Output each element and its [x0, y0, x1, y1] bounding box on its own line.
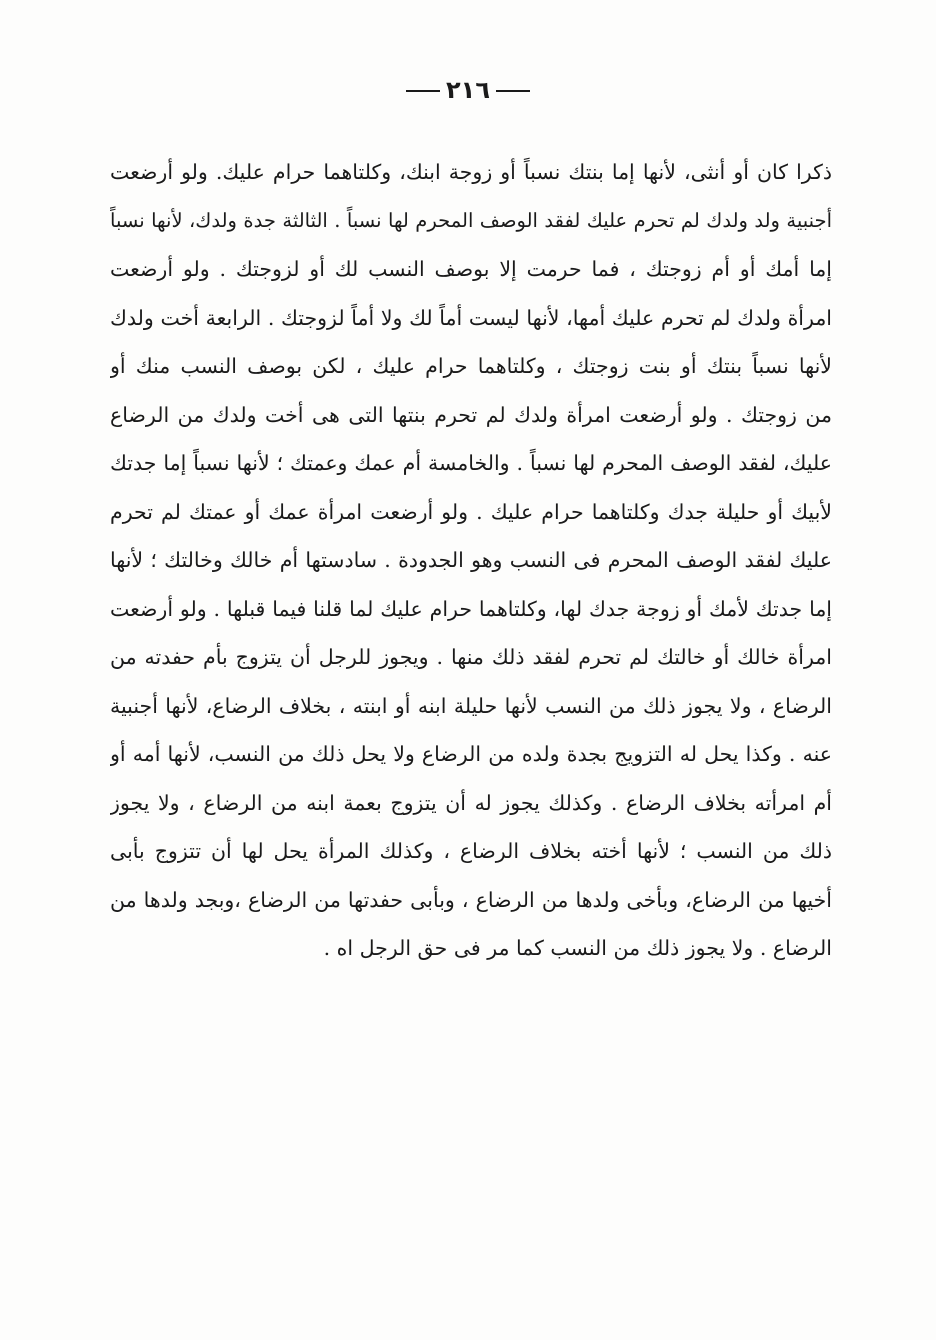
- right-dash: [406, 90, 440, 92]
- text-line: عليك لفقد الوصف المحرم فى النسب وهو الجدودة . سادستها أم خالك وخالتك ؛ لأنها: [110, 548, 832, 572]
- text-line: إما جدتك لأمك أو زوجة جدك لها، وكلتاهما حرام عليك لما قلنا فيما قبلها . ولو أرضعت: [110, 596, 832, 621]
- page-number: [0, 76, 936, 104]
- text-line: ذكرا كان أو أنثى، لأنها إما بنتك نسباً أو زوجة ابنك، وكلتاهما حرام عليك. ولو أرضعت: [110, 160, 832, 184]
- text-line: امرأة خالك أو خالتك لم تحرم لفقد ذلك منها . ويجوز للرجل أن يتزوج بأم حفدته من: [110, 645, 832, 669]
- text-line: من زوجتك . ولو أرضعت امرأة ولدك لم تحرم بنتها التى هى أخت ولدك من الرضاع: [110, 402, 832, 427]
- text-line: عليك، لفقد الوصف المحرم لها نسباً . والخامسة أم عمك وعمتك ؛ لأنها نسباً إما جدتك: [110, 451, 832, 475]
- text-line: لأنها نسباً بنتك أو بنت زوجتك ، وكلتاهما حرام عليك ، لكن بوصف النسب منك أو: [110, 354, 832, 378]
- page-number-value: ٢١٦: [446, 76, 490, 104]
- text-line: امرأة ولدك لم تحرم عليك أمها، لأنها ليست أماً لك ولا أماً لزوجتك . الرابعة أخت ولدك: [110, 305, 832, 330]
- text-line: عنه . وكذا يحل له التزويج بجدة ولده من الرضاع ولا يحل ذلك من النسب، لأنها أمه أو: [110, 742, 832, 766]
- text-line: إما أمك أو أم زوجتك ، فما حرمت إلا بوصف النسب لك أو لزوجتك . ولو أرضعت: [110, 257, 832, 281]
- text-line: الرضاع ، ولا يجوز ذلك من النسب لأنها حليلة ابنه أو ابنته ، بخلاف الرضاع، لأنها أجنبية: [110, 693, 832, 718]
- body-text: [110, 148, 832, 973]
- text-line: ذلك من النسب ؛ لأنها أخته بخلاف الرضاع ، وكذلك المرأة يحل لها أن تتزوج بأبى: [110, 839, 832, 863]
- left-dash: [496, 90, 530, 92]
- text-line: أخيها من الرضاع، وبأخى ولدها من الرضاع ، وبأبى حفدتها من الرضاع ،وبجد ولدها من: [110, 887, 832, 912]
- text-line: أجنبية ولد ولدك لم تحرم عليك لفقد الوصف المحرم لها نسباً . الثالثة جدة ولدك، لأنها نسباً: [110, 208, 832, 232]
- text-line: أم امرأته بخلاف الرضاع . وكذلك يجوز له أن يتزوج بعمة ابنه من الرضاع ، ولا يجوز: [110, 790, 832, 815]
- text-line: لأبيك أو حليلة جدك وكلتاهما حرام عليك . ولو أرضعت امرأة عمك أو عمتك لم تحرم: [110, 499, 832, 524]
- text-line: الرضاع . ولا يجوز ذلك من النسب كما مر فى حق الرجل اه .: [323, 936, 832, 960]
